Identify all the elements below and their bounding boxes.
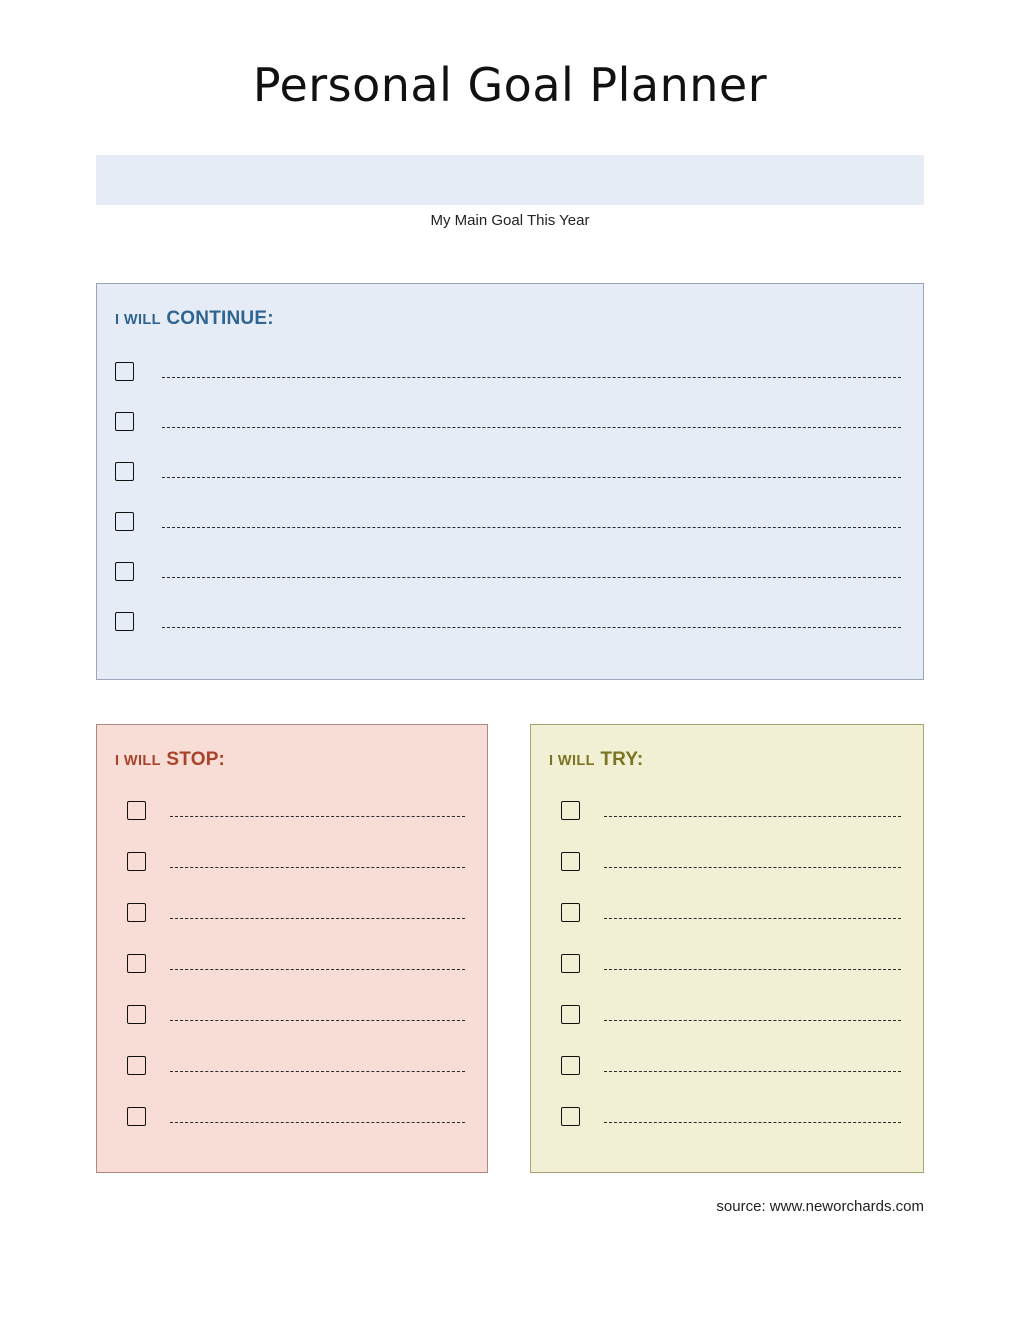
list-item[interactable]: [97, 396, 923, 446]
list-item[interactable]: [97, 346, 923, 396]
write-line[interactable]: [604, 1122, 901, 1123]
list-item[interactable]: [531, 1040, 923, 1091]
checkbox-icon[interactable]: [115, 362, 134, 381]
source-credit: source: www.neworchards.com: [716, 1198, 924, 1215]
list-item[interactable]: [97, 989, 487, 1040]
write-line[interactable]: [162, 377, 901, 378]
section-stop-heading: [97, 725, 487, 771]
checkbox-icon[interactable]: [115, 612, 134, 631]
list-item[interactable]: [531, 785, 923, 836]
list-item[interactable]: [97, 596, 923, 646]
list-item[interactable]: [97, 496, 923, 546]
write-line[interactable]: [604, 1071, 901, 1072]
checkbox-icon[interactable]: [561, 852, 580, 871]
write-line[interactable]: [170, 867, 465, 868]
list-item[interactable]: [97, 785, 487, 836]
checkbox-icon[interactable]: [127, 903, 146, 922]
main-goal-caption: My Main Goal This Year: [430, 212, 590, 229]
list-item[interactable]: [97, 1091, 487, 1142]
checkbox-icon[interactable]: [127, 1107, 146, 1126]
list-item[interactable]: [97, 546, 923, 596]
write-line[interactable]: [162, 477, 901, 478]
section-try: [530, 724, 924, 1173]
write-line[interactable]: [162, 577, 901, 578]
write-line[interactable]: [604, 867, 901, 868]
write-line[interactable]: [170, 1020, 465, 1021]
list-item[interactable]: [531, 1091, 923, 1142]
checkbox-icon[interactable]: [561, 1005, 580, 1024]
section-continue-rows: [97, 330, 923, 646]
write-line[interactable]: [170, 1122, 465, 1123]
section-try-heading: [531, 725, 923, 771]
checkbox-icon[interactable]: [127, 954, 146, 973]
write-line[interactable]: [170, 816, 465, 817]
list-item[interactable]: [97, 938, 487, 989]
list-item[interactable]: [531, 887, 923, 938]
write-line[interactable]: [170, 918, 465, 919]
checkbox-icon[interactable]: [115, 412, 134, 431]
list-item[interactable]: [97, 1040, 487, 1091]
list-item[interactable]: [97, 887, 487, 938]
write-line[interactable]: [162, 627, 901, 628]
section-stop-prefix: I WILL: [115, 753, 161, 769]
write-line[interactable]: [604, 969, 901, 970]
checkbox-icon[interactable]: [561, 1107, 580, 1126]
checkbox-icon[interactable]: [115, 462, 134, 481]
write-line[interactable]: [170, 969, 465, 970]
section-try-rows: [531, 771, 923, 1142]
write-line[interactable]: [162, 427, 901, 428]
section-continue-heading: [97, 284, 923, 330]
checkbox-icon[interactable]: [127, 852, 146, 871]
checkbox-icon[interactable]: [561, 903, 580, 922]
list-item[interactable]: [531, 938, 923, 989]
write-line[interactable]: [170, 1071, 465, 1072]
checkbox-icon[interactable]: [561, 801, 580, 820]
checkbox-icon[interactable]: [561, 954, 580, 973]
write-line[interactable]: [604, 816, 901, 817]
checkbox-icon[interactable]: [127, 1056, 146, 1075]
main-goal-input[interactable]: [96, 155, 924, 205]
page-title: Personal Goal Planner: [252, 58, 768, 112]
write-line[interactable]: [604, 1020, 901, 1021]
write-line[interactable]: [162, 527, 901, 528]
list-item[interactable]: [531, 836, 923, 887]
checkbox-icon[interactable]: [127, 1005, 146, 1024]
section-try-label: TRY:: [600, 749, 644, 770]
checkbox-icon[interactable]: [561, 1056, 580, 1075]
section-continue-label: CONTINUE:: [166, 308, 274, 329]
checkbox-icon[interactable]: [127, 801, 146, 820]
list-item[interactable]: [97, 446, 923, 496]
list-item[interactable]: [97, 836, 487, 887]
section-continue: [96, 283, 924, 680]
section-stop-label: STOP:: [166, 749, 226, 770]
checkbox-icon[interactable]: [115, 512, 134, 531]
list-item[interactable]: [531, 989, 923, 1040]
section-stop-rows: [97, 771, 487, 1142]
section-continue-prefix: I WILL: [115, 312, 161, 328]
section-stop: [96, 724, 488, 1173]
checkbox-icon[interactable]: [115, 562, 134, 581]
section-try-prefix: I WILL: [549, 753, 595, 769]
write-line[interactable]: [604, 918, 901, 919]
